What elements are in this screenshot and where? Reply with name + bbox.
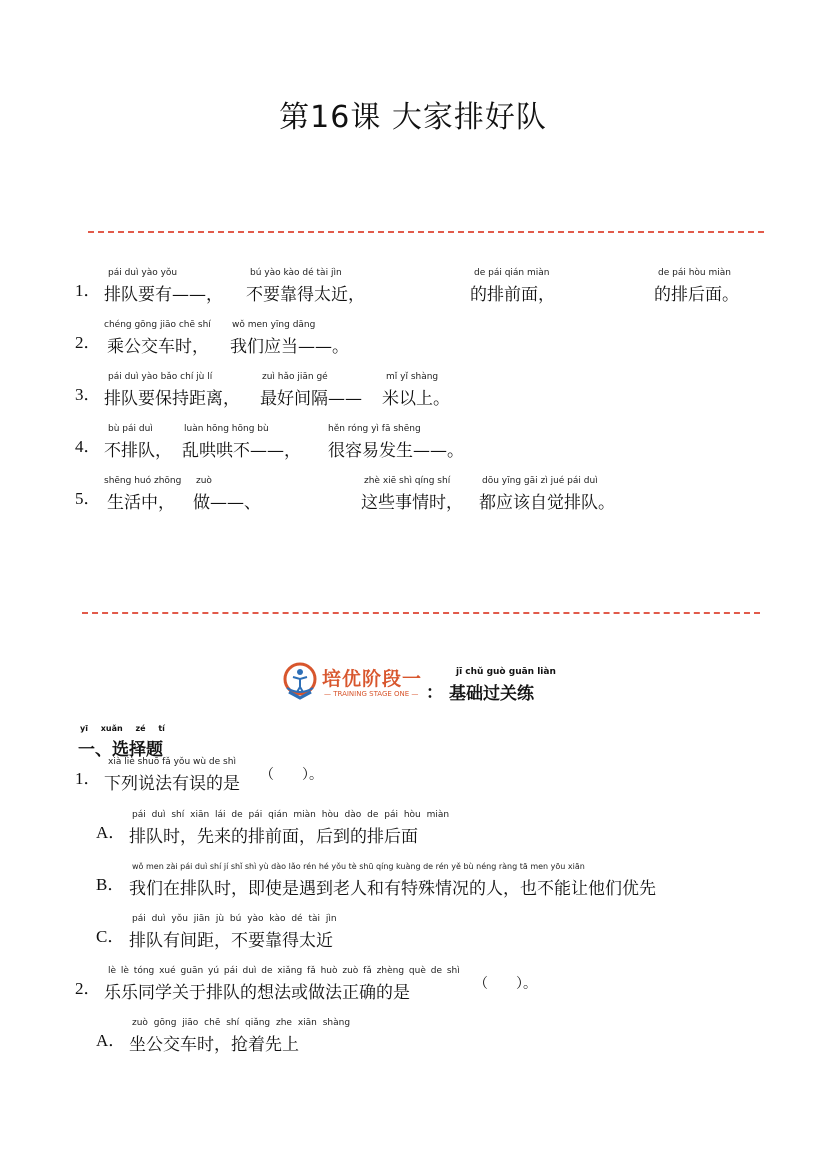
pinyin: de pái hòu miàn — [658, 268, 731, 278]
option-text[interactable]: 我们在排队时，即使是遇到老人和有特殊情况的人，也不能让他们优先 — [129, 879, 656, 899]
item-number: 3． — [75, 385, 101, 404]
stage-badge: 培优阶段一 — [322, 668, 423, 690]
item-number: 1． — [75, 281, 101, 300]
option-text[interactable]: 坐公交车时，抢着先上 — [129, 1035, 299, 1055]
pinyin: zuò gōng jiāo chē shí qiǎng zhe xiān shàng — [132, 1018, 351, 1028]
item-text: 最好间隔—— — [260, 389, 362, 409]
answer-paren: （ ）。 — [474, 976, 537, 992]
question-number: 1． — [75, 769, 101, 788]
pinyin: xià liè shuō fǎ yǒu wù de shì — [108, 757, 236, 767]
pinyin: de pái qián miàn — [474, 268, 550, 278]
item-text: 这些事情时， — [361, 493, 463, 513]
item-number: 4． — [75, 437, 101, 456]
pinyin: zuì hǎo jiān gé — [262, 372, 328, 382]
question-number: 2． — [75, 979, 101, 998]
option-text[interactable]: 排队时，先来的排前面，后到的排后面 — [129, 827, 418, 847]
pinyin: luàn hōng hōng bù — [184, 424, 269, 434]
pinyin: hěn róng yì fā shēng — [328, 424, 421, 434]
divider-middle — [82, 612, 760, 614]
item-text: 的排前面， — [470, 285, 555, 305]
item-number: 2． — [75, 333, 101, 352]
pinyin: jī chǔ guò guān liàn — [456, 667, 556, 677]
item-text: 很容易发生——。 — [328, 441, 464, 461]
pinyin: pái duì yào yǒu — [108, 268, 178, 278]
pinyin: pái duì yào bǎo chí jù lí — [108, 372, 213, 382]
pinyin: bù pái duì — [108, 424, 153, 434]
pinyin: dōu yīng gāi zì jué pái duì — [482, 476, 598, 486]
pinyin: mǐ yǐ shàng — [386, 372, 439, 382]
pinyin: shēng huó zhōng — [104, 476, 182, 486]
item-text: 乱哄哄不——， — [182, 441, 301, 461]
pinyin: pái duì yǒu jiān jù bú yào kào dé tài jìn — [132, 914, 337, 924]
item-text: 乘公交车时， — [107, 337, 209, 357]
option-letter: C． — [96, 927, 125, 946]
option-text[interactable]: 排队有间距，不要靠得太近 — [129, 931, 333, 951]
divider-top — [88, 231, 764, 233]
pinyin: yī xuǎn zé tí — [80, 724, 165, 733]
option-letter: A． — [96, 823, 126, 842]
item-text: 不要靠得太近， — [246, 285, 365, 305]
stage-colon: ： — [426, 683, 443, 703]
pinyin: bú yào kào dé tài jìn — [250, 268, 342, 278]
answer-paren: （ ）。 — [260, 767, 323, 783]
item-number: 5． — [75, 489, 101, 508]
section-heading: 一、选择题 — [78, 740, 163, 760]
item-text: 生活中， — [107, 493, 175, 513]
pinyin: chéng gōng jiāo chē shí — [104, 320, 211, 330]
option-letter: A． — [96, 1031, 126, 1050]
pinyin: lè lè tóng xué guān yú pái duì de xiǎng fǎ huò zuò fǎ zhèng què de shì — [108, 966, 460, 976]
stage-label: 基础过关练 — [449, 684, 534, 704]
item-text: 的排后面。 — [654, 285, 739, 305]
pinyin: wǒ men zài pái duì shí jí shǐ shì yù dào lǎo rén hé yǒu tè shū qíng kuàng de rén yě bù néng ràng tā men yōu xiān — [132, 862, 585, 871]
pinyin: wǒ men yīng dāng — [232, 320, 316, 330]
option-letter: B． — [96, 875, 125, 894]
item-text: 排队要有——， — [104, 285, 223, 305]
page-title: 第16课 大家排好队 — [279, 100, 547, 135]
question-text: 乐乐同学关于排队的想法或做法正确的是 — [104, 983, 410, 1003]
item-text: 米以上。 — [382, 389, 450, 409]
item-text: 我们应当——。 — [230, 337, 349, 357]
item-text: 不排队， — [104, 441, 172, 461]
stage-badge-sub: — TRAINING STAGE ONE — — [324, 690, 419, 698]
question-text: 下列说法有误的是 — [104, 774, 240, 794]
pinyin: zuò — [196, 476, 212, 486]
item-text: 做——、 — [193, 493, 261, 513]
item-text: 都应该自觉排队。 — [479, 493, 615, 513]
item-text: 排队要保持距离， — [104, 389, 240, 409]
pinyin: pái duì shí xiān lái de pái qián miàn hòu dào de pái hòu miàn — [132, 810, 450, 820]
pinyin: zhè xiē shì qíng shí — [364, 476, 451, 486]
training-logo-icon — [281, 662, 323, 702]
